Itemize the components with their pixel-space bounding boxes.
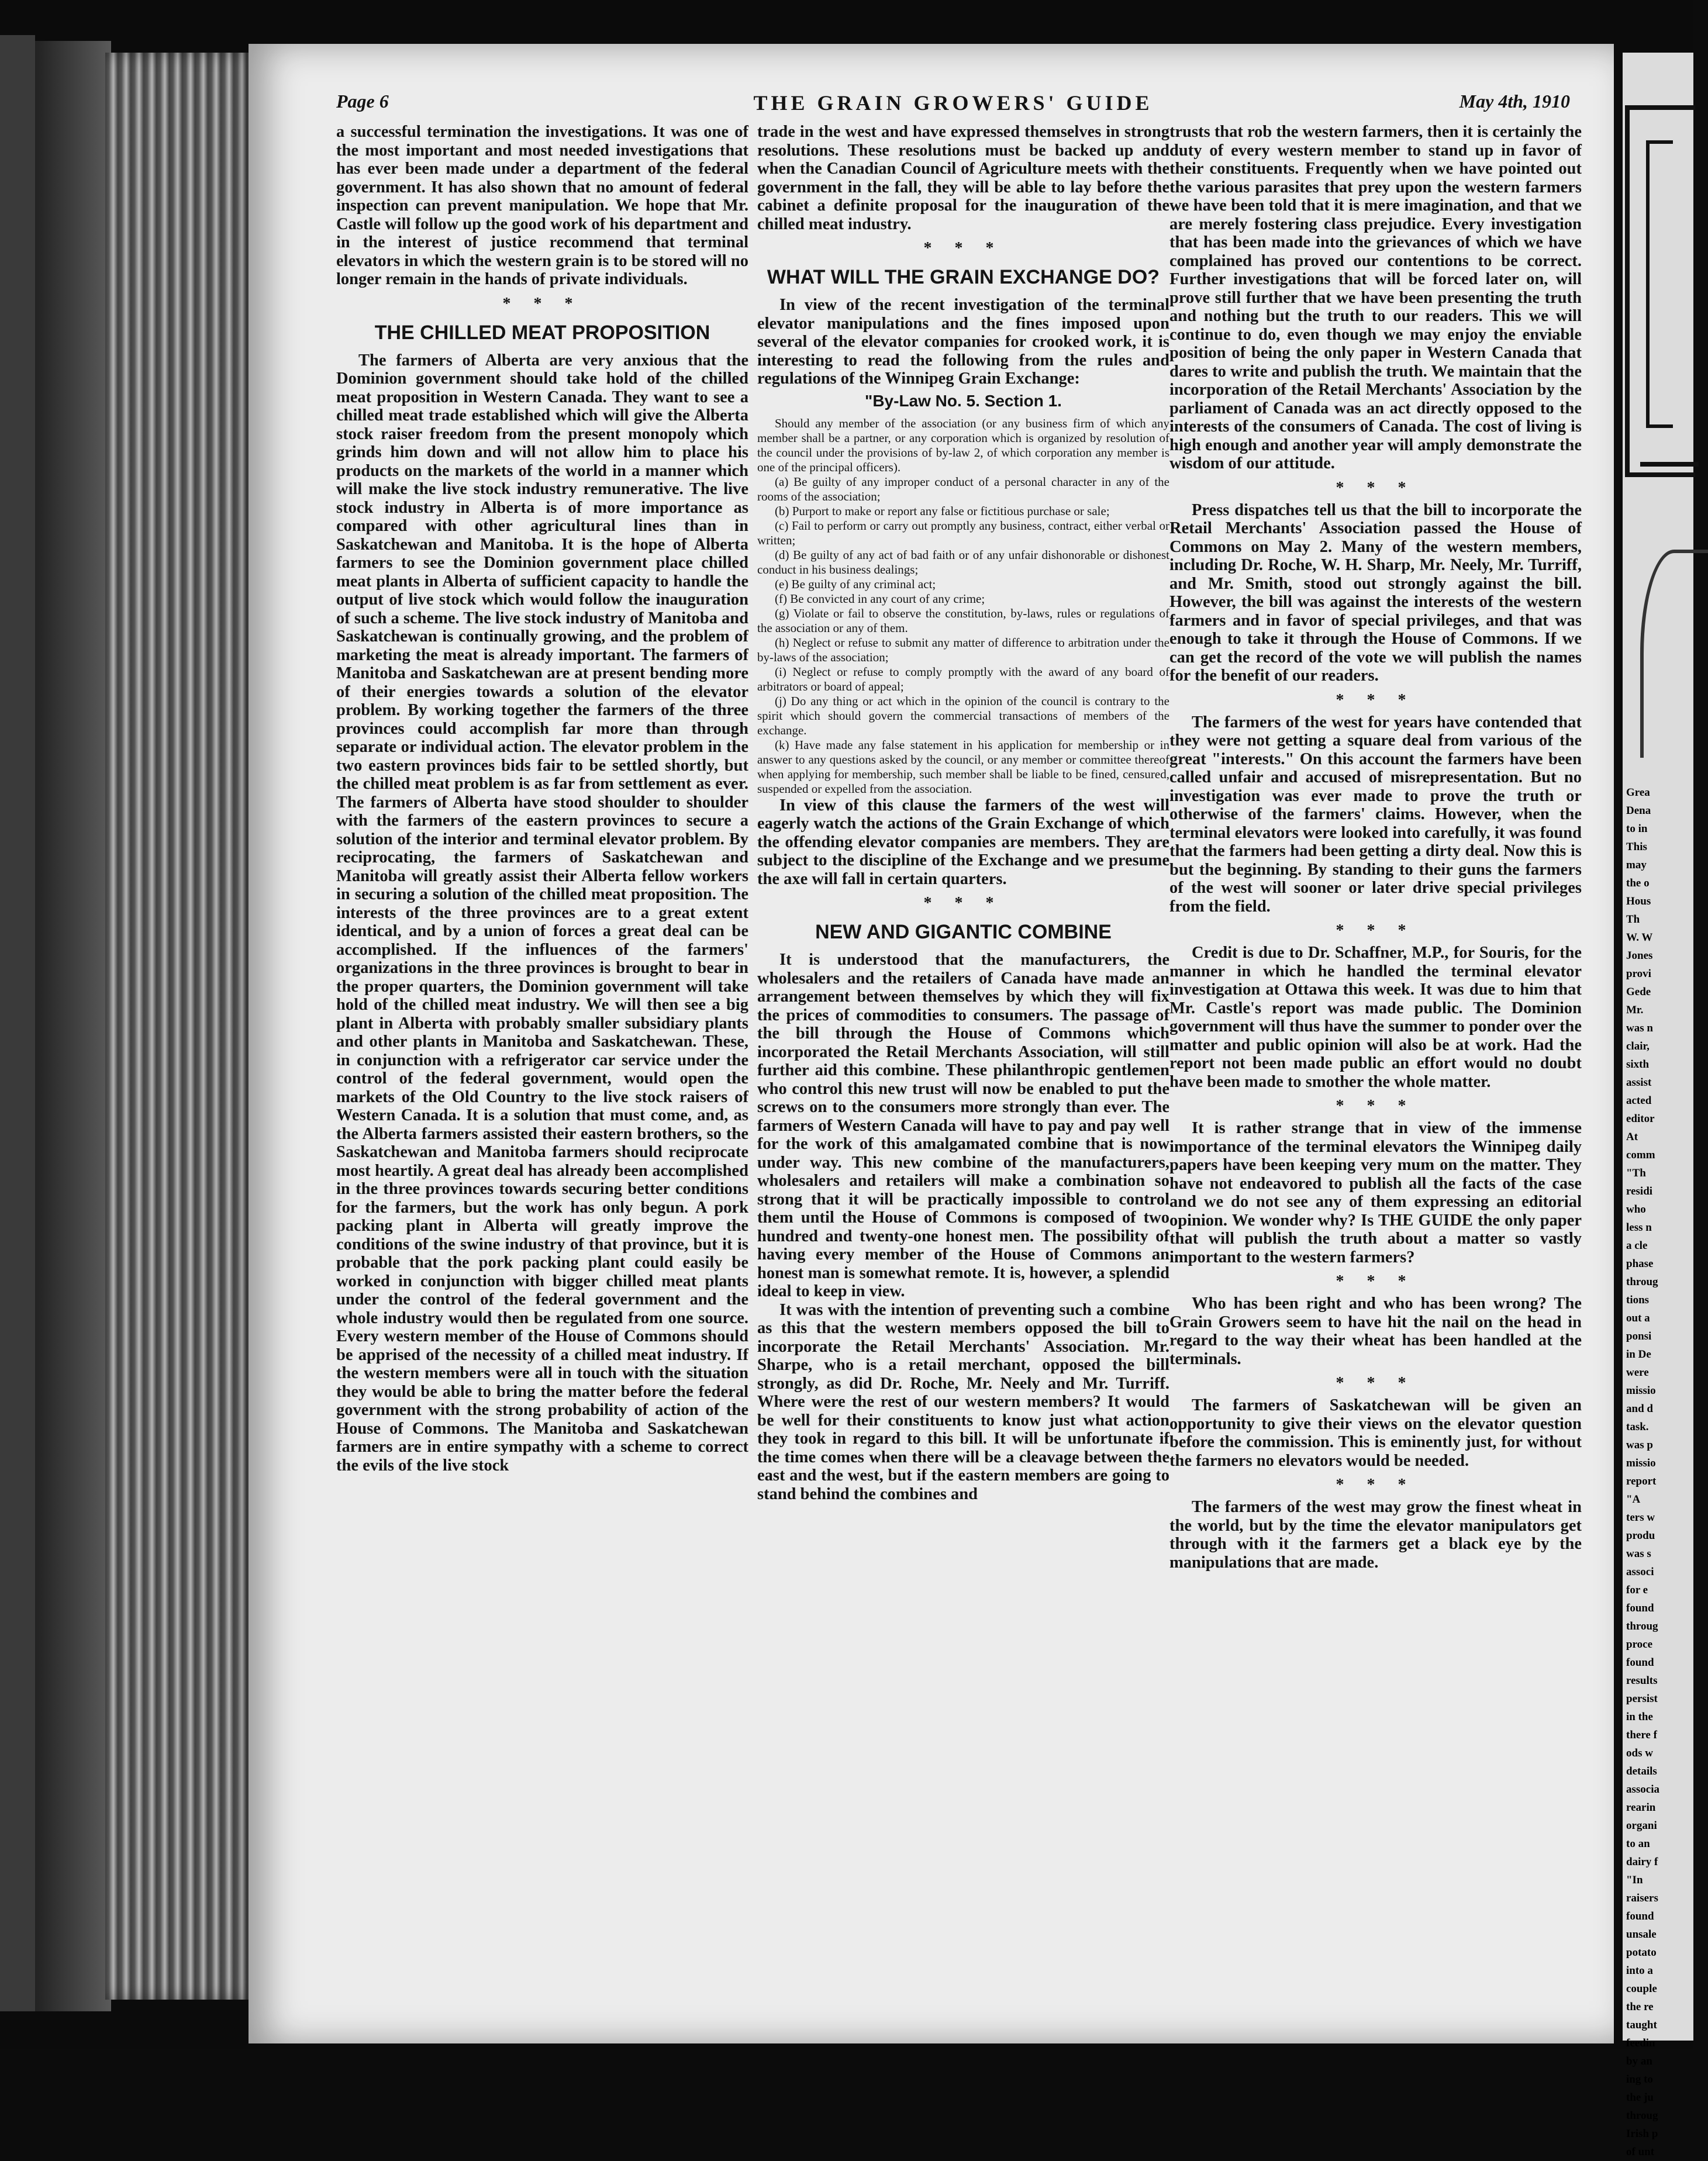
fragment-line: Hous (1626, 895, 1651, 907)
paragraph: It was with the intention of preventing such a combine as this that the western members opposed the bill to incorporate the Retail Merchants' Association. Mr. Sharpe, who is a retail merchant, opposed the bill strongly, as did Dr. Roche, Mr. Neely and Mr. Turriff. Where were the rest of our western members? It would be well for their constituents to know just what action they took in regard to this bill. It will be unfortunate if the time comes when there will be a cleavage between the east and the west, but if the eastern members are going to stand behind the combines and (757, 1300, 1169, 1503)
fragment-line: throug (1626, 1276, 1658, 1288)
fragment-line: associ (1626, 1566, 1654, 1578)
bylaw-clause: (e) Be guilty of any criminal act; (775, 577, 936, 591)
illustration-fragment (1640, 550, 1708, 758)
fragment-line: there f (1626, 1729, 1657, 1741)
column-2 (757, 123, 1169, 1503)
fragment-line: missio (1626, 1385, 1656, 1397)
bylaw-subheading: "By-Law No. 5. Section 1. (865, 391, 1062, 410)
fragment-line: ponsi (1626, 1330, 1652, 1342)
fragment-line: provi (1626, 968, 1651, 980)
fragment-line: less n (1626, 1221, 1652, 1234)
fragment-line: phase (1626, 1258, 1654, 1270)
fragment-line: clair, (1626, 1040, 1650, 1052)
section-divider: * * * (1336, 921, 1416, 940)
section-divider: * * * (1336, 691, 1416, 709)
fragment-line: tions (1626, 1294, 1650, 1306)
fragment-line: Th (1626, 913, 1640, 926)
paragraph: The farmers of Alberta are very anxious that the Dominion government should take hold of the chilled meat proposition in Western Canada. They want to see a chilled meat trade established which will give the Alberta stock raiser freedom from the present monopoly which grinds him down and will not allow him to place his products on the markets of the world in a manner which will make the live stock industry remunerative. The live stock industry in Alberta is of more importance as compared with other agricultural lines than in Saskatchewan and Manitoba. It is the hope of Alberta farmers to see the Dominion government place chilled meat plants in Alberta of sufficient capacity to handle the output of live stock which would follow the inauguration of such a scheme. The live stock industry of Manitoba and Saskatchewan is continually growing, and the problem of marketing the meat is already important. The farmers of Manitoba and Saskatchewan are at present bending more of their energies towards a solution of the elevator problem. By working together the farmers of the three provinces could accomplish far more than through separate or individual action. The elevator problem in the two eastern provinces bids fair to be settled shortly, but the chilled meat problem is as far from settlement as ever. The farmers of Alberta have stood shoulder to shoulder with the farmers of the eastern provinces to secure a solution of the interior and terminal elevator problem. By reciprocating, the farmers of Saskatchewan and Manitoba will greatly assist their Alberta fellow workers in securing a solution of the chilled meat proposition. The interests of the three provinces are to a great extent identical, and by a union of forces a great deal can be accomplished. If the influences of the farmers' organizations in the three provinces is brought to bear in the proper quarters, the Dominion government will take hold of the chilled meat industry. We will then see a big plant in Alberta with probably smaller subsidiary plants and other plants in Manitoba and Saskatchewan. These, in conjunction with a refrigerator car service under the control of the federal government, would open the markets of the Old Country to the live stock raisers of Western Canada. It is a solution that must come, and, as the Alberta farmers assisted their eastern brothers, so the Saskatchewan and Manitoba farmers should reciprocate most heartily. A great deal has already been accomplished in the three provinces towards securing better conditions for the farmers, but the work has only begun. A pork packing plant in Alberta will greatly improve the conditions of the swine industry of that province, but it is probable that the pork packing plant could easily be worked in conjunction with bigger chilled meat plants under the control of the federal government and the whole industry would then be regulated from one source. Every western member of the House of Commons should be apprised of the necessity of a chilled meat industry. If the western members were all in touch with the situation they would be able to bring the matter before the federal government with the strong probability of action of the House of Commons. The Manitoba and Saskatchewan farmers are in entire sympathy with a scheme to correct the evils of the live stock (336, 351, 748, 1475)
newspaper-page (249, 44, 1614, 2043)
fragment-line: for e (1626, 1584, 1648, 1596)
masthead-title: THE GRAIN GROWERS' GUIDE (753, 91, 1153, 115)
article-heading: THE CHILLED MEAT PROPOSITION (374, 321, 710, 344)
fragment-line: unsale (1626, 1928, 1657, 1941)
fragment-line: This (1626, 841, 1647, 853)
article-heading: WHAT WILL THE GRAIN EXCHANGE DO? (767, 266, 1160, 288)
fragment-line: acted (1626, 1095, 1652, 1107)
section-divider: * * * (502, 294, 582, 313)
fragment-line: ters w (1626, 1511, 1655, 1524)
fragment-line: were (1626, 1366, 1649, 1379)
fragment-line: Grea (1626, 786, 1650, 799)
fragment-line: assist (1626, 1076, 1652, 1089)
paragraph: In view of the recent investigation of the terminal elevator manipulations and the fines imposed upon several of the elevator companies for crooked work, it is interesting to read the following from the rules and regulations of the Winnipeg Grain Exchange: (757, 296, 1169, 388)
paragraph: The farmers of Saskatchewan will be given an opportunity to give their views on the elevator question before the commission. This is eminently just, for without the farmers no elevators would be needed. (1169, 1396, 1582, 1470)
fragment-line: potato (1626, 1946, 1657, 1959)
issue-date: May 4th, 1910 (1459, 91, 1570, 112)
fragment-line: "A (1626, 1493, 1641, 1506)
fragment-line: into a (1626, 1965, 1653, 1977)
paragraph: Who has been right and who has been wrong? The Grain Growers seem to have hit the nail on the head in regard to the way their wheat has been handled at the terminals. (1169, 1294, 1582, 1368)
paragraph: The farmers of the west for years have contended that they were not getting a square deal from various of the great "interests." On this account the farmers have been called unfair and accused of misrepresentation. But no investigation was ever made to prove the truth or otherwise of the farmers' claims. However, when the terminal elevators were looked into carefully, it was found that the farmers had been getting a dirty deal. Now this is but the beginning. By standing to their guns the farmers of the west will sooner or later drive special privileges from the field. (1169, 713, 1582, 916)
fragment-line: found (1626, 1910, 1654, 1922)
fragment-line: throug (1626, 2110, 1658, 2122)
truncated-text-column (1626, 783, 1690, 2161)
fragment-line: of unt (1626, 2146, 1655, 2158)
fragment-line: in the (1626, 1711, 1653, 1723)
fragment-line: sixth (1626, 1058, 1650, 1071)
fragment-line: a cle (1626, 1240, 1648, 1252)
paragraph: It is rather strange that in view of the immense importance of the terminal elevators the Winnipeg daily papers have been keeping very mum on the matter. They have not endeavored to publish all the facts of the case and we do not see any of them expressing an editorial opinion. We wonder why? Is THE GUIDE the only paper that will publish the truth about a matter so vastly important to the western farmers? (1169, 1119, 1582, 1266)
fragment-line: proce (1626, 1638, 1653, 1651)
fragment-line: the o (1626, 877, 1650, 889)
section-divider: * * * (1336, 478, 1416, 497)
fragment-line: organi (1626, 1820, 1657, 1832)
fragment-line: the re (1626, 2001, 1654, 2013)
fragment-line: couple (1626, 1983, 1657, 1995)
fragment-line: to in (1626, 823, 1648, 835)
page-number: Page 6 (336, 91, 389, 112)
fragment-line: Dena (1626, 805, 1651, 817)
fragment-line: raisers (1626, 1892, 1658, 1904)
fragment-line: found (1626, 1602, 1654, 1614)
article-heading: NEW AND GIGANTIC COMBINE (815, 921, 1112, 943)
fragment-line: feedin (1626, 2037, 1655, 2049)
bylaw-clause: (a) Be guilty of any improper conduct of a personal character in any of the rooms of the association; (757, 474, 1169, 503)
bylaw-clause: Should any member of the association (or any business firm of which any member shall be a partner, or any corporation which is organized by resolution of the council under the provisions of by-law 2, of which corporation any member is one of the principal officers). (757, 416, 1169, 474)
fragment-line: Irish p (1626, 2128, 1658, 2140)
fragment-line: details (1626, 1765, 1657, 1777)
bylaw-clause: (f) Be convicted in any court of any crime; (775, 591, 985, 606)
fragment-line: report (1626, 1475, 1657, 1487)
fragment-line: to an (1626, 1838, 1650, 1850)
fragment-line: out a (1626, 1312, 1650, 1324)
paragraph: Credit is due to Dr. Schaffner, M.P., for Souris, for the manner in which he handled the terminal elevator investigation at Ottawa this week. It was due to him that Mr. Castle's report was made public. The Dominion government will thus have the summer to ponder over the matter and public opinion will also be at work. Had the report not been made public an effort would no doubt have been made to smother the whole matter. (1169, 944, 1582, 1091)
fragment-line: ods w (1626, 1747, 1653, 1759)
adjacent-page-fragment (1623, 53, 1693, 2158)
section-divider: * * * (923, 894, 1003, 912)
section-divider: * * * (1336, 1097, 1416, 1115)
section-divider: * * * (1336, 1374, 1416, 1392)
section-divider: * * * (1336, 1272, 1416, 1290)
fragment-line: Mr. (1626, 1004, 1644, 1016)
fragment-line: and d (1626, 1403, 1653, 1415)
fragment-line: comm (1626, 1149, 1655, 1161)
bylaw-clause: (g) Violate or fail to observe the constitution, by-laws, rules or regulations of the association or any of them. (757, 606, 1169, 635)
book-spine (0, 35, 35, 2011)
fragment-line: was s (1626, 1548, 1651, 1560)
fragment-line: was p (1626, 1439, 1653, 1451)
paragraph: a successful termination the investigations. It was one of the most important and most needed investigations that has ever been made under a department of the federal government. It has also shown that no amount of federal inspection can prevent manipulation. We hope that Mr. Castle will follow up the good work of his department and in the interest of justice recommend that terminal elevators in which the western grain is to be stored will no longer remain in the hands of private individuals. (336, 123, 748, 288)
fragment-line: throug (1626, 1620, 1658, 1632)
page-edges (105, 53, 257, 2000)
ornament-logo-inner (1646, 140, 1673, 428)
fragment-line: by an (1626, 2055, 1652, 2067)
bylaw-clause: (d) Be guilty of any act of bad faith or of any unfair dishonorable or dishonest conduct in his business dealings; (757, 547, 1169, 577)
paragraph: trade in the west and have expressed themselves in strong resolutions. These resolutions must be backed up and when the Canadian Council of Agriculture meets with the government in the fall, they will be able to lay before the cabinet a definite proposal for the inauguration of the chilled meat industry. (757, 123, 1169, 233)
fragment-line: persist (1626, 1693, 1658, 1705)
column-1 (336, 123, 748, 1475)
paragraph: trusts that rob the western farmers, then it is certainly the duty of every western member to stand up in favor of their constituents. Frequently when we have pointed out the various parasites that prey upon the western farmers we have been told that it is mere imagination, and that we are merely fostering class prejudice. Every investigation that has been made into the grievances of which we have complained has proved our contentions to be correct. Further investigations that will be forced later on, will prove still further that we have been presenting the truth and nothing but the truth to our readers. This we will continue to do, even though we may enjoy the enviable position of being the only paper in Western Canada that dares to write and publish the truth. We maintain that the incorporation of the Retail Merchants' Association by the parliament of Canada was an act directly opposed to the interests of the consumers of Canada. The cost of living is high enough and another year will amply demonstrate the wisdom of our attitude. (1169, 123, 1582, 472)
running-head (336, 91, 1570, 126)
fragment-line: produ (1626, 1530, 1655, 1542)
fragment-line: editor (1626, 1113, 1655, 1125)
fragment-line: "Th (1626, 1167, 1646, 1179)
bylaw-clause: (k) Have made any false statement in his application for membership or in answer to any questions asked by the council, or any member or committee thereof when applying for membership, such member shall be liable to be fined, censured, suspended or expelled from the association. (757, 737, 1169, 796)
bylaw-clause: (i) Neglect or refuse to comply promptly with the award of any board of arbitrators or board of appeal; (757, 664, 1169, 693)
fragment-line: residi (1626, 1185, 1653, 1197)
fragment-line: ing to (1626, 2073, 1653, 2086)
paragraph: The farmers of the west may grow the finest wheat in the world, but by the time the elevator manipulators get through with it the farmers get a black eye by the manipulations that are made. (1169, 1498, 1582, 1572)
book-cover-edge (35, 41, 111, 2011)
fragment-line: was n (1626, 1022, 1653, 1034)
fragment-line: results (1626, 1675, 1658, 1687)
column-3 (1169, 123, 1582, 1572)
fragment-line: may (1626, 859, 1647, 871)
paragraph: It is understood that the manufacturers, the wholesalers and the retailers of Canada have made an arrangement between themselves by which they will fix the prices of commodities to consumers. The passage of the bill through the House of Commons which incorporated the Retail Merchants Association, will still further aid this combine. These philanthropic gentlemen who control this new trust will now be enabled to put the screws on to the consumers more strongly than ever. The farmers of Western Canada will have to pay and pay well for the work of this amalgamated combine that is now under way. This new combine of the manufacturers, wholesalers and retailers will make a combination so strong that it will be practically impossible to control them until the House of Commons is composed of two hundred and twenty-one honest men. The possibility of having every member of the House of Commons an honest man is somewhat remote. It is, however, a splendid ideal to keep in view. (757, 951, 1169, 1300)
fragment-line: the ju (1626, 2091, 1654, 2104)
bylaw-clause: (b) Purport to make or report any false or fictitious purchase or sale; (775, 503, 1110, 518)
section-divider: * * * (1336, 1476, 1416, 1494)
section-divider: * * * (923, 239, 1003, 257)
bylaw-clause: (j) Do any thing or act which in the opinion of the council is contrary to the spirit which should govern the commercial transactions of members of the exchange. (757, 693, 1169, 737)
fragment-line: At (1626, 1131, 1638, 1143)
ornament-rule (1640, 462, 1699, 467)
fragment-line: Jones (1626, 950, 1653, 962)
fragment-line: "In (1626, 1874, 1643, 1886)
fragment-line: task. (1626, 1421, 1649, 1433)
fragment-line: who (1626, 1203, 1646, 1216)
fragment-line: Gede (1626, 986, 1651, 998)
paragraph: In view of this clause the farmers of the west will eagerly watch the actions of the Grain Exchange of which the offending elevator companies are members. They are subject to the discipline of the Exchange and we presume the axe will fall in certain quarters. (757, 796, 1169, 888)
fragment-line: in De (1626, 1348, 1651, 1361)
bylaw-clause: (c) Fail to perform or carry out promptly any business, contract, either verbal or written; (757, 518, 1169, 547)
paragraph: Press dispatches tell us that the bill to incorporate the Retail Merchants' Association passed the House of Commons on May 2. Many of the western members, including Dr. Roche, W. H. Sharp, Mr. Neely, Mr. Turriff, and Mr. Smith, stood out strongly against the bill. However, the bill was against the interests of the western farmers and in favor of special privileges, and that was enough to take it through the House of Commons. If we can get the record of the vote we will publish the names for the benefit of our readers. (1169, 500, 1582, 685)
fragment-line: missio (1626, 1457, 1656, 1469)
bylaw-clause: (h) Neglect or refuse to submit any matter of difference to arbitration under the by-laws of the association; (757, 635, 1169, 664)
fragment-line: found (1626, 1656, 1654, 1669)
fragment-line: associa (1626, 1783, 1659, 1796)
fragment-line: W. W (1626, 931, 1653, 944)
fragment-line: taught (1626, 2019, 1657, 2031)
fragment-line: rearin (1626, 1801, 1656, 1814)
fragment-line: dairy f (1626, 1856, 1658, 1868)
